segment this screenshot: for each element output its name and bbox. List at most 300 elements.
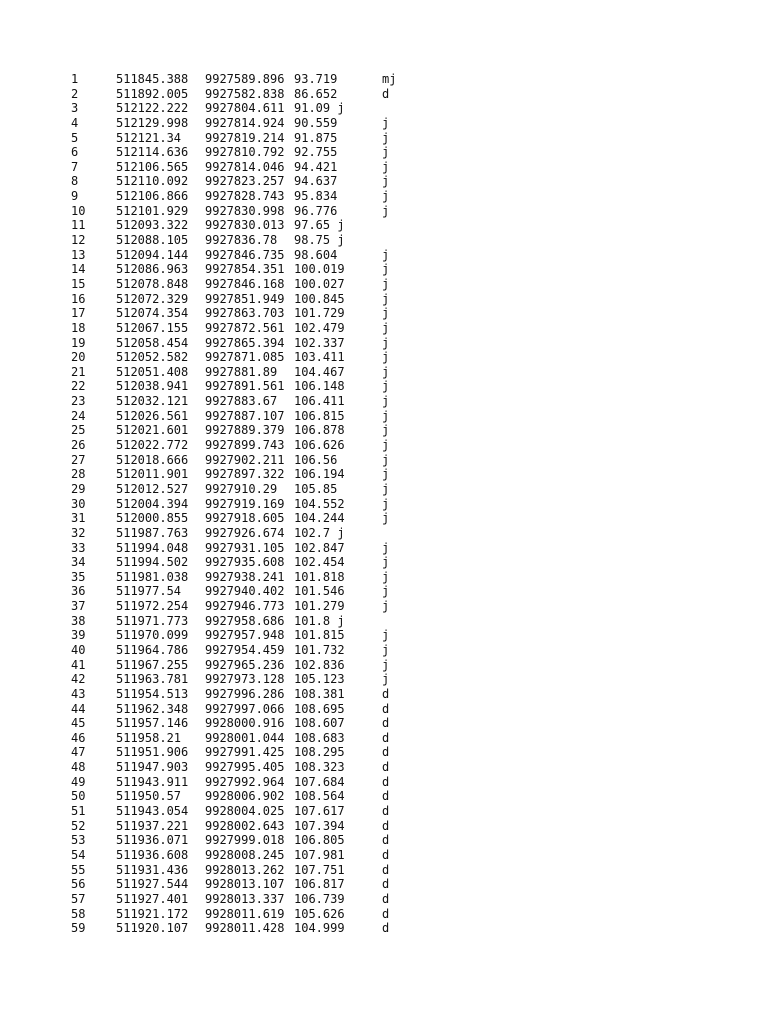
northing-value: 9927836.78 <box>205 233 278 248</box>
point-number: 47 <box>71 745 86 760</box>
easting-value: 512093.322 <box>116 218 189 233</box>
point-code: j <box>382 584 390 599</box>
elevation-value: 103.411 <box>294 350 345 365</box>
northing-value: 9927883.67 <box>205 394 278 409</box>
list-item <box>0 570 768 585</box>
point-code: d <box>382 862 390 877</box>
elevation-value: 92.755 <box>294 145 338 160</box>
elevation-value: 106.194 <box>294 467 345 482</box>
list-item <box>0 760 768 775</box>
elevation-value: 91.09 j <box>294 101 345 116</box>
point-code: j <box>382 628 390 643</box>
list-item <box>0 497 768 512</box>
elevation-value: 108.381 <box>294 686 345 701</box>
point-number: 29 <box>71 481 86 496</box>
easting-value: 511937.221 <box>116 818 189 833</box>
northing-value: 9927582.838 <box>205 86 285 101</box>
northing-value: 9927957.948 <box>205 628 285 643</box>
point-number: 2 <box>71 86 79 101</box>
point-number: 18 <box>71 320 86 335</box>
elevation-value: 102.337 <box>294 335 345 350</box>
northing-value: 9927999.018 <box>205 833 285 848</box>
elevation-value: 91.875 <box>294 130 338 145</box>
northing-value: 9927935.608 <box>205 555 285 570</box>
point-number: 24 <box>71 408 86 423</box>
list-item <box>0 921 768 936</box>
point-number: 50 <box>71 789 86 804</box>
easting-value: 512110.092 <box>116 174 189 189</box>
elevation-value: 102.7 j <box>294 525 345 540</box>
northing-value: 9927887.107 <box>205 408 285 423</box>
easting-value: 511927.544 <box>116 877 189 892</box>
easting-value: 512021.601 <box>116 423 189 438</box>
elevation-value: 95.834 <box>294 189 338 204</box>
northing-value: 9928013.262 <box>205 862 285 877</box>
elevation-value: 106.817 <box>294 877 345 892</box>
point-number: 53 <box>71 833 86 848</box>
point-number: 58 <box>71 906 86 921</box>
point-code: d <box>382 745 390 760</box>
point-code: j <box>382 145 390 160</box>
northing-value: 9927589.896 <box>205 72 285 86</box>
northing-value: 9927918.605 <box>205 511 285 526</box>
easting-value: 512018.666 <box>116 452 189 467</box>
point-code: d <box>382 701 390 716</box>
point-code: j <box>382 452 390 467</box>
point-number: 43 <box>71 686 86 701</box>
northing-value: 9927997.066 <box>205 701 285 716</box>
easting-value: 512088.105 <box>116 233 189 248</box>
point-code: j <box>382 320 390 335</box>
list-item <box>0 174 768 189</box>
northing-value: 9927804.611 <box>205 101 285 116</box>
easting-value: 511957.146 <box>116 716 189 731</box>
point-code: j <box>382 247 390 262</box>
northing-value: 9927991.425 <box>205 745 285 760</box>
point-code: d <box>382 906 390 921</box>
easting-value: 512051.408 <box>116 364 189 379</box>
point-number: 5 <box>71 130 79 145</box>
elevation-value: 102.479 <box>294 320 345 335</box>
point-code: j <box>382 599 390 614</box>
easting-value: 511943.054 <box>116 804 189 819</box>
point-code: j <box>382 657 390 672</box>
easting-value: 512074.354 <box>116 306 189 321</box>
list-item <box>0 907 768 922</box>
point-code: j <box>382 467 390 482</box>
point-number: 44 <box>71 701 86 716</box>
point-number: 56 <box>71 877 86 892</box>
easting-value: 512106.565 <box>116 159 189 174</box>
easting-value: 512101.929 <box>116 203 189 218</box>
point-code: mj <box>382 72 397 86</box>
point-number: 16 <box>71 291 86 306</box>
elevation-value: 101.546 <box>294 584 345 599</box>
northing-value: 9927946.773 <box>205 599 285 614</box>
point-code: j <box>382 203 390 218</box>
northing-value: 9927996.286 <box>205 686 285 701</box>
elevation-value: 105.123 <box>294 672 345 687</box>
northing-value: 9927830.013 <box>205 218 285 233</box>
list-item <box>0 892 768 907</box>
easting-value: 512122.222 <box>116 101 189 116</box>
list-item <box>0 789 768 804</box>
easting-value: 511954.513 <box>116 686 189 701</box>
point-number: 6 <box>71 145 79 160</box>
point-number: 3 <box>71 101 79 116</box>
point-number: 12 <box>71 233 86 248</box>
point-number: 57 <box>71 891 86 906</box>
easting-value: 511987.763 <box>116 525 189 540</box>
list-item <box>0 438 768 453</box>
elevation-value: 94.637 <box>294 174 338 189</box>
point-number: 38 <box>71 613 86 628</box>
point-code: d <box>382 877 390 892</box>
easting-value: 512106.866 <box>116 189 189 204</box>
northing-value: 9928013.337 <box>205 891 285 906</box>
point-number: 7 <box>71 159 79 174</box>
point-number: 15 <box>71 276 86 291</box>
elevation-value: 108.695 <box>294 701 345 716</box>
point-number: 55 <box>71 862 86 877</box>
list-item <box>0 804 768 819</box>
point-code: j <box>382 174 390 189</box>
easting-value: 511947.903 <box>116 760 189 775</box>
point-code: j <box>382 496 390 511</box>
northing-value: 9927973.128 <box>205 672 285 687</box>
point-code: j <box>382 276 390 291</box>
point-number: 52 <box>71 818 86 833</box>
survey-point-list <box>0 72 768 936</box>
point-number: 20 <box>71 350 86 365</box>
list-item <box>0 306 768 321</box>
northing-value: 9927830.998 <box>205 203 285 218</box>
point-number: 35 <box>71 569 86 584</box>
northing-value: 9927965.236 <box>205 657 285 672</box>
elevation-value: 107.981 <box>294 847 345 862</box>
point-number: 46 <box>71 730 86 745</box>
point-code: j <box>382 262 390 277</box>
list-item <box>0 848 768 863</box>
northing-value: 9927814.924 <box>205 115 285 130</box>
northing-value: 9927881.89 <box>205 364 278 379</box>
northing-value: 9927926.674 <box>205 525 285 540</box>
point-code: d <box>382 891 390 906</box>
point-number: 49 <box>71 774 86 789</box>
easting-value: 511950.57 <box>116 789 182 804</box>
northing-value: 9927872.561 <box>205 320 285 335</box>
list-item <box>0 189 768 204</box>
northing-value: 9928011.619 <box>205 906 285 921</box>
list-item <box>0 409 768 424</box>
northing-value: 9928008.245 <box>205 847 285 862</box>
northing-value: 9927919.169 <box>205 496 285 511</box>
easting-value: 512012.527 <box>116 481 189 496</box>
northing-value: 9927897.322 <box>205 467 285 482</box>
point-number: 19 <box>71 335 86 350</box>
point-code: j <box>382 481 390 496</box>
point-code: j <box>382 189 390 204</box>
list-item <box>0 745 768 760</box>
elevation-value: 106.878 <box>294 423 345 438</box>
point-code: j <box>382 364 390 379</box>
northing-value: 9927863.703 <box>205 306 285 321</box>
elevation-value: 98.604 <box>294 247 338 262</box>
point-number: 31 <box>71 511 86 526</box>
northing-value: 9927810.792 <box>205 145 285 160</box>
easting-value: 512129.998 <box>116 115 189 130</box>
point-code: d <box>382 730 390 745</box>
point-number: 32 <box>71 525 86 540</box>
point-number: 26 <box>71 438 86 453</box>
elevation-value: 101.279 <box>294 599 345 614</box>
point-code: j <box>382 306 390 321</box>
northing-value: 9927899.743 <box>205 438 285 453</box>
easting-value: 511921.172 <box>116 906 189 921</box>
elevation-value: 98.75 j <box>294 233 345 248</box>
point-code: d <box>382 833 390 848</box>
point-number: 59 <box>71 921 86 936</box>
list-item <box>0 116 768 131</box>
list-item <box>0 584 768 599</box>
easting-value: 512094.144 <box>116 247 189 262</box>
elevation-value: 108.683 <box>294 730 345 745</box>
point-number: 45 <box>71 716 86 731</box>
easting-value: 511964.786 <box>116 642 189 657</box>
northing-value: 9927851.949 <box>205 291 285 306</box>
easting-value: 511967.255 <box>116 657 189 672</box>
point-number: 4 <box>71 115 79 130</box>
easting-value: 511977.54 <box>116 584 182 599</box>
elevation-value: 101.8 j <box>294 613 345 628</box>
elevation-value: 93.719 <box>294 72 338 86</box>
point-code: j <box>382 569 390 584</box>
point-code: j <box>382 672 390 687</box>
elevation-value: 104.244 <box>294 511 345 526</box>
easting-value: 511943.911 <box>116 774 189 789</box>
elevation-value: 106.805 <box>294 833 345 848</box>
northing-value: 9928004.025 <box>205 804 285 819</box>
list-item <box>0 233 768 248</box>
easting-value: 511994.502 <box>116 555 189 570</box>
list-item <box>0 716 768 731</box>
easting-value: 511936.071 <box>116 833 189 848</box>
point-code: d <box>382 804 390 819</box>
easting-value: 512086.963 <box>116 262 189 277</box>
easting-value: 512038.941 <box>116 379 189 394</box>
point-code: d <box>382 716 390 731</box>
list-item <box>0 526 768 541</box>
northing-value: 9927889.379 <box>205 423 285 438</box>
northing-value: 9928002.643 <box>205 818 285 833</box>
northing-value: 9927995.405 <box>205 760 285 775</box>
list-item <box>0 687 768 702</box>
northing-value: 9927814.046 <box>205 159 285 174</box>
elevation-value: 94.421 <box>294 159 338 174</box>
elevation-value: 107.617 <box>294 804 345 819</box>
elevation-value: 106.56 <box>294 452 338 467</box>
list-item <box>0 160 768 175</box>
elevation-value: 106.626 <box>294 438 345 453</box>
list-item <box>0 599 768 614</box>
northing-value: 9927992.964 <box>205 774 285 789</box>
list-item <box>0 482 768 497</box>
point-number: 10 <box>71 203 86 218</box>
northing-value: 9927846.168 <box>205 276 285 291</box>
point-number: 1 <box>71 72 79 86</box>
easting-value: 511927.401 <box>116 891 189 906</box>
northing-value: 9927938.241 <box>205 569 285 584</box>
list-item <box>0 350 768 365</box>
list-item <box>0 877 768 892</box>
point-number: 21 <box>71 364 86 379</box>
northing-value: 9927891.561 <box>205 379 285 394</box>
easting-value: 512004.394 <box>116 496 189 511</box>
elevation-value: 106.148 <box>294 379 345 394</box>
list-item <box>0 614 768 629</box>
list-item <box>0 658 768 673</box>
elevation-value: 97.65 j <box>294 218 345 233</box>
point-number: 39 <box>71 628 86 643</box>
elevation-value: 100.027 <box>294 276 345 291</box>
list-item <box>0 248 768 263</box>
list-item <box>0 541 768 556</box>
point-code: j <box>382 335 390 350</box>
point-code: j <box>382 438 390 453</box>
list-item <box>0 423 768 438</box>
list-item <box>0 336 768 351</box>
easting-value: 511972.254 <box>116 599 189 614</box>
elevation-value: 102.454 <box>294 555 345 570</box>
list-item <box>0 72 768 87</box>
northing-value: 9927846.735 <box>205 247 285 262</box>
elevation-value: 105.85 <box>294 481 338 496</box>
list-item <box>0 87 768 102</box>
elevation-value: 106.739 <box>294 891 345 906</box>
northing-value: 9927954.459 <box>205 642 285 657</box>
point-number: 22 <box>71 379 86 394</box>
point-number: 41 <box>71 657 86 672</box>
list-item <box>0 394 768 409</box>
elevation-value: 104.467 <box>294 364 345 379</box>
point-code: d <box>382 789 390 804</box>
easting-value: 511936.608 <box>116 847 189 862</box>
elevation-value: 108.295 <box>294 745 345 760</box>
point-number: 40 <box>71 642 86 657</box>
easting-value: 511931.436 <box>116 862 189 877</box>
easting-value: 512078.848 <box>116 276 189 291</box>
point-code: j <box>382 159 390 174</box>
point-number: 13 <box>71 247 86 262</box>
easting-value: 512000.855 <box>116 511 189 526</box>
list-item <box>0 643 768 658</box>
list-item <box>0 628 768 643</box>
easting-value: 511963.781 <box>116 672 189 687</box>
elevation-value: 101.815 <box>294 628 345 643</box>
point-code: j <box>382 394 390 409</box>
list-item <box>0 672 768 687</box>
northing-value: 9927910.29 <box>205 481 278 496</box>
list-item <box>0 321 768 336</box>
easting-value: 511981.038 <box>116 569 189 584</box>
list-item <box>0 833 768 848</box>
list-item <box>0 819 768 834</box>
point-code: d <box>382 847 390 862</box>
elevation-value: 100.845 <box>294 291 345 306</box>
elevation-value: 101.729 <box>294 306 345 321</box>
northing-value: 9927823.257 <box>205 174 285 189</box>
point-number: 34 <box>71 555 86 570</box>
list-item <box>0 863 768 878</box>
northing-value: 9927871.085 <box>205 350 285 365</box>
point-number: 8 <box>71 174 79 189</box>
point-number: 33 <box>71 540 86 555</box>
elevation-value: 107.751 <box>294 862 345 877</box>
list-item <box>0 775 768 790</box>
list-item <box>0 379 768 394</box>
northing-value: 9927819.214 <box>205 130 285 145</box>
list-item <box>0 702 768 717</box>
elevation-value: 107.394 <box>294 818 345 833</box>
point-number: 9 <box>71 189 79 204</box>
point-code: d <box>382 686 390 701</box>
easting-value: 512032.121 <box>116 394 189 409</box>
point-code: j <box>382 130 390 145</box>
point-code: j <box>382 350 390 365</box>
easting-value: 512072.329 <box>116 291 189 306</box>
point-number: 14 <box>71 262 86 277</box>
elevation-value: 90.559 <box>294 115 338 130</box>
easting-value: 511951.906 <box>116 745 189 760</box>
easting-value: 512011.901 <box>116 467 189 482</box>
northing-value: 9928013.107 <box>205 877 285 892</box>
point-code: j <box>382 408 390 423</box>
easting-value: 511970.099 <box>116 628 189 643</box>
northing-value: 9927958.686 <box>205 613 285 628</box>
elevation-value: 101.732 <box>294 642 345 657</box>
point-number: 23 <box>71 394 86 409</box>
elevation-value: 107.684 <box>294 774 345 789</box>
point-code: j <box>382 642 390 657</box>
northing-value: 9928001.044 <box>205 730 285 745</box>
list-item <box>0 453 768 468</box>
point-number: 17 <box>71 306 86 321</box>
easting-value: 511920.107 <box>116 921 189 936</box>
point-code: j <box>382 115 390 130</box>
point-number: 28 <box>71 467 86 482</box>
elevation-value: 102.836 <box>294 657 345 672</box>
elevation-value: 106.411 <box>294 394 345 409</box>
list-item <box>0 365 768 380</box>
northing-value: 9927940.402 <box>205 584 285 599</box>
easting-value: 512067.155 <box>116 320 189 335</box>
elevation-value: 96.776 <box>294 203 338 218</box>
elevation-value: 108.323 <box>294 760 345 775</box>
easting-value: 512058.454 <box>116 335 189 350</box>
point-number: 30 <box>71 496 86 511</box>
point-number: 51 <box>71 804 86 819</box>
easting-value: 511994.048 <box>116 540 189 555</box>
easting-value: 511962.348 <box>116 701 189 716</box>
elevation-value: 104.999 <box>294 921 345 936</box>
northing-value: 9927854.351 <box>205 262 285 277</box>
list-item <box>0 218 768 233</box>
northing-value: 9928000.916 <box>205 716 285 731</box>
easting-value: 512114.636 <box>116 145 189 160</box>
elevation-value: 102.847 <box>294 540 345 555</box>
easting-value: 511971.773 <box>116 613 189 628</box>
list-item <box>0 204 768 219</box>
